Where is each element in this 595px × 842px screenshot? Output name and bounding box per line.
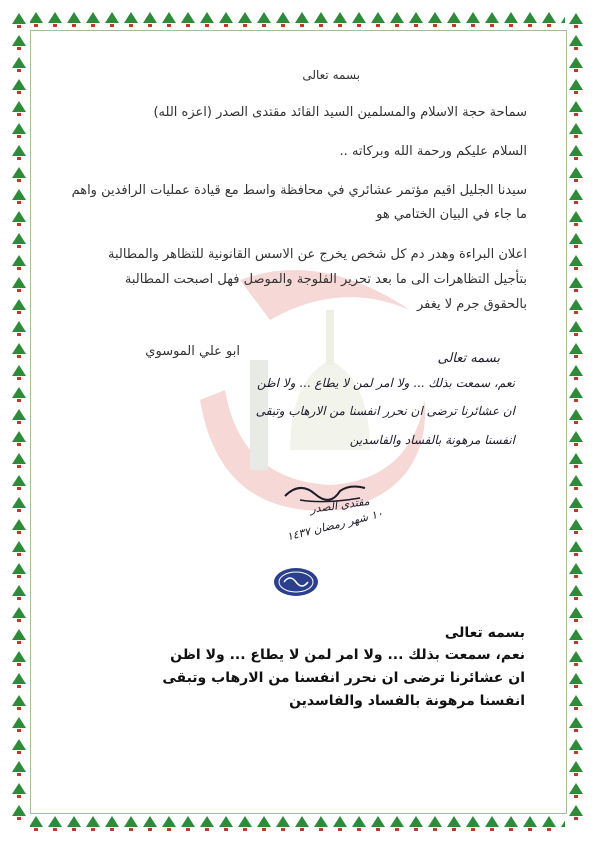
border-motif: [466, 816, 480, 831]
border-motif: [105, 12, 119, 27]
border-motif: [12, 255, 26, 270]
border-motif: [48, 816, 62, 831]
border-motif: [257, 12, 271, 27]
border-motif: [12, 519, 26, 534]
border-motif: [569, 805, 583, 820]
border-motif: [295, 12, 309, 27]
border-motif: [12, 409, 26, 424]
border-motif: [504, 816, 518, 831]
border-motif: [409, 12, 423, 27]
border-motif: [12, 57, 26, 72]
border-motif: [569, 519, 583, 534]
border-motif: [12, 739, 26, 754]
border-motif: [569, 475, 583, 490]
border-motif: [569, 343, 583, 358]
border-motif: [181, 816, 195, 831]
border-motif: [485, 816, 499, 831]
border-motif: [48, 12, 62, 27]
border-motif: [352, 816, 366, 831]
border-motif: [143, 816, 157, 831]
border-motif: [569, 145, 583, 160]
border-motif: [12, 145, 26, 160]
border-motif: [12, 387, 26, 402]
border-motif: [569, 299, 583, 314]
handwritten-line-2: ان عشائرنا ترضى ان نحرر انفسنا من الارهاب وتبقى: [255, 404, 515, 418]
border-motif: [371, 12, 385, 27]
border-motif: [569, 101, 583, 116]
border-motif: [390, 12, 404, 27]
border-motif: [162, 816, 176, 831]
border-motif: [67, 12, 81, 27]
border-motif: [86, 12, 100, 27]
border-motif: [12, 695, 26, 710]
letter-paragraph-2-line-1: اعلان البراءة وهدر دم كل شخص يخرج عن الاسس القانونية للتظاهر والمطالبة: [107, 247, 527, 262]
border-motif: [569, 453, 583, 468]
border-motif: [569, 541, 583, 556]
border-motif: [569, 563, 583, 578]
border-motif: [124, 12, 138, 27]
border-motif: [12, 123, 26, 138]
border-motif: [314, 816, 328, 831]
letter-greeting: السلام عليكم ورحمة الله وبركاته ..: [339, 144, 527, 159]
border-motif: [12, 453, 26, 468]
handwritten-heading: بسمه تعالى: [437, 351, 500, 366]
border-motif: [105, 816, 119, 831]
border-motif: [29, 12, 43, 27]
letter-paragraph-2-line-2: بتأجيل التظاهرات الى ما بعد تحرير الفلوجة والموصل فهل اصبحت المطالبة: [124, 272, 527, 287]
border-motif: [352, 12, 366, 27]
blue-seal-stamp: [272, 566, 320, 598]
decorative-border-top: [8, 8, 587, 30]
border-motif: [12, 563, 26, 578]
border-motif: [569, 123, 583, 138]
border-motif: [485, 12, 499, 27]
border-motif: [569, 365, 583, 380]
border-motif: [12, 475, 26, 490]
border-motif: [569, 189, 583, 204]
letter-paragraph-1-line-1: سيدنا الجليل اقيم مؤتمر عشائري في محافظة واسط مع قيادة عمليات الرافدين واهم: [71, 183, 527, 198]
border-motif: [569, 585, 583, 600]
border-motif: [238, 12, 252, 27]
border-motif: [569, 211, 583, 226]
letter-addressee: سماحة حجة الاسلام والمسلمين السيد القائد مقتدى الصدر (اعزه الله): [153, 105, 527, 120]
border-motif: [12, 299, 26, 314]
letter-heading: بسمه تعالى: [302, 68, 360, 82]
border-motif: [86, 816, 100, 831]
border-motif: [219, 12, 233, 27]
decorative-border-bottom: [8, 812, 587, 834]
border-motif: [12, 717, 26, 732]
border-motif: [12, 497, 26, 512]
border-motif: [124, 816, 138, 831]
transcription-heading: بسمه تعالى: [444, 625, 525, 641]
border-motif: [504, 12, 518, 27]
transcription-line-1: نعم، سمعت بذلك ... ولا امر لمن لا يطاع ... ولا اظن: [170, 647, 525, 663]
border-motif: [569, 79, 583, 94]
border-motif: [569, 717, 583, 732]
border-motif: [295, 816, 309, 831]
border-motif: [200, 816, 214, 831]
border-motif: [12, 343, 26, 358]
border-motif: [569, 321, 583, 336]
border-motif: [409, 816, 423, 831]
border-motif: [569, 739, 583, 754]
border-motif: [569, 673, 583, 688]
letter-paragraph-2-line-3: بالحقوق جرم لا يغفر: [416, 297, 527, 312]
border-motif: [569, 629, 583, 644]
border-motif: [181, 12, 195, 27]
transcription-line-2: ان عشائرنا ترضى ان نحرر انفسنا من الارهاب وتبقى: [162, 670, 525, 686]
border-motif: [12, 35, 26, 50]
border-motif: [12, 651, 26, 666]
border-motif: [428, 12, 442, 27]
border-motif: [569, 13, 583, 28]
border-motif: [569, 35, 583, 50]
border-motif: [12, 321, 26, 336]
border-motif: [12, 277, 26, 292]
border-motif: [569, 607, 583, 622]
border-motif: [29, 816, 43, 831]
border-motif: [276, 12, 290, 27]
border-motif: [569, 387, 583, 402]
border-motif: [12, 541, 26, 556]
decorative-border-right: [565, 8, 587, 834]
border-motif: [428, 816, 442, 831]
border-motif: [12, 167, 26, 182]
handwritten-line-3: انفسنا مرهونة بالفساد والفاسدين: [349, 433, 515, 447]
border-motif: [569, 761, 583, 776]
border-motif: [200, 12, 214, 27]
border-motif: [333, 816, 347, 831]
border-motif: [569, 431, 583, 446]
border-motif: [569, 57, 583, 72]
border-motif: [12, 761, 26, 776]
border-motif: [162, 12, 176, 27]
border-motif: [12, 101, 26, 116]
border-motif: [143, 12, 157, 27]
border-motif: [219, 816, 233, 831]
border-motif: [257, 816, 271, 831]
border-motif: [12, 13, 26, 28]
border-motif: [276, 816, 290, 831]
letter-sender: ابو علي الموسوي: [145, 344, 240, 359]
border-motif: [466, 12, 480, 27]
border-motif: [12, 79, 26, 94]
border-motif: [542, 12, 556, 27]
border-motif: [12, 673, 26, 688]
border-motif: [569, 255, 583, 270]
border-motif: [569, 409, 583, 424]
border-motif: [67, 816, 81, 831]
border-motif: [569, 497, 583, 512]
decorative-border-left: [8, 8, 30, 834]
border-motif: [12, 431, 26, 446]
border-motif: [447, 12, 461, 27]
border-motif: [523, 816, 537, 831]
border-motif: [238, 816, 252, 831]
letter-paragraph-1-line-2: ما جاء في البيان الختامي هو: [376, 207, 527, 222]
border-motif: [12, 211, 26, 226]
border-motif: [12, 585, 26, 600]
border-motif: [569, 233, 583, 248]
border-motif: [390, 816, 404, 831]
border-motif: [12, 629, 26, 644]
handwritten-date: ١٠ شهر رمضان ١٤٣٧: [285, 506, 385, 544]
border-motif: [523, 12, 537, 27]
border-motif: [12, 805, 26, 820]
border-motif: [447, 816, 461, 831]
border-motif: [12, 607, 26, 622]
border-motif: [12, 783, 26, 798]
border-motif: [542, 816, 556, 831]
border-motif: [12, 233, 26, 248]
border-motif: [12, 189, 26, 204]
border-motif: [569, 783, 583, 798]
border-motif: [569, 695, 583, 710]
border-motif: [12, 365, 26, 380]
handwritten-line-1: نعم، سمعت بذلك ... ولا امر لمن لا يطاع ... ولا اظن: [256, 376, 515, 390]
signature-name: مقتدى الصدر: [309, 494, 371, 516]
border-motif: [333, 12, 347, 27]
border-motif: [314, 12, 328, 27]
border-motif: [569, 167, 583, 182]
border-motif: [569, 651, 583, 666]
transcription-line-3: انفسنا مرهونة بالفساد والفاسدين: [289, 693, 525, 709]
border-motif: [371, 816, 385, 831]
border-motif: [569, 277, 583, 292]
